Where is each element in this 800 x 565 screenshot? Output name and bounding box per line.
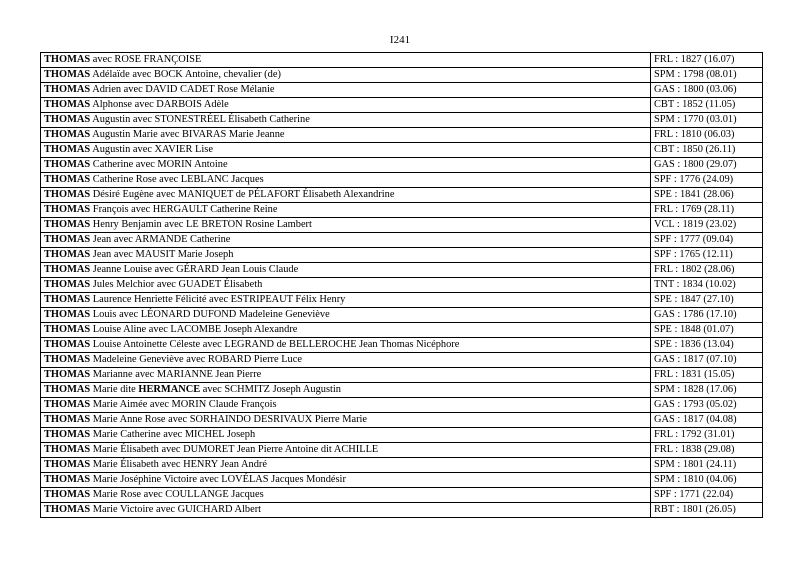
given-names: Marie Anne Rose <box>90 414 166 425</box>
surname: THOMAS <box>44 369 91 380</box>
table-row <box>41 68 763 83</box>
parish-date-cell: GAS : 1800 (29.07) <box>651 158 763 173</box>
spouse-names: avec ROBARD Pierre Luce <box>183 354 302 365</box>
couple-names-cell <box>41 308 651 323</box>
parish-date-cell: SPM : 1801 (24.11) <box>651 458 763 473</box>
given-names: Alphonse <box>90 99 133 110</box>
surname: THOMAS <box>44 54 91 65</box>
table-row <box>41 203 763 218</box>
spouse-names: avec HERGAULT Catherine Reine <box>128 204 278 215</box>
table-row <box>41 338 763 353</box>
table-row <box>41 443 763 458</box>
spouse-names: avec DUMORET Jean Pierre Antoine dit ACHILLE <box>158 444 379 455</box>
surname: THOMAS <box>44 474 91 485</box>
given-names: Louise Aline <box>90 324 147 335</box>
parish-date-cell: SPM : 1798 (08.01) <box>651 68 763 83</box>
given-names: Marie dite <box>90 384 139 395</box>
given-names: Augustin <box>90 144 131 155</box>
spouse-names: avec HENRY Jean André <box>158 459 267 470</box>
table-row <box>41 428 763 443</box>
parish-date-cell: GAS : 1817 (04.08) <box>651 413 763 428</box>
table-row <box>41 308 763 323</box>
surname: THOMAS <box>44 84 91 95</box>
surname: THOMAS <box>44 444 91 455</box>
given-names: Marie Élisabeth <box>90 444 159 455</box>
table-row <box>41 293 763 308</box>
table-row <box>41 383 763 398</box>
given-names: Marie Victoire <box>90 504 154 515</box>
couple-names-cell <box>41 413 651 428</box>
given-names: François <box>90 204 129 215</box>
surname: THOMAS <box>44 174 91 185</box>
couple-names-cell <box>41 188 651 203</box>
spouse-names: avec GUADET Élisabeth <box>154 279 263 290</box>
parish-date-cell: FRL : 1769 (28.11) <box>651 203 763 218</box>
given-names: Marie Élisabeth <box>90 459 159 470</box>
spouse-names: avec GÉRARD Jean Louis Claude <box>151 264 299 275</box>
given-names: Marie Catherine <box>90 429 161 440</box>
table-row <box>41 263 763 278</box>
surname: THOMAS <box>44 264 91 275</box>
register-body <box>41 53 763 518</box>
surname: THOMAS <box>44 129 91 140</box>
couple-names-cell <box>41 353 651 368</box>
couple-names-cell <box>41 278 651 293</box>
given-names: Jeanne Louise <box>90 264 152 275</box>
couple-names-cell <box>41 98 651 113</box>
spouse-names: avec ARMANDE Catherine <box>111 234 231 245</box>
surname: THOMAS <box>44 309 91 320</box>
table-row <box>41 83 763 98</box>
couple-names-cell <box>41 323 651 338</box>
surname: THOMAS <box>44 339 91 350</box>
nickname: HERMANCE <box>138 384 201 395</box>
spouse-names: avec MORIN Antoine <box>133 159 228 170</box>
table-row <box>41 413 763 428</box>
table-row <box>41 473 763 488</box>
couple-names-cell <box>41 503 651 518</box>
table-row <box>41 113 763 128</box>
couple-names-cell <box>41 488 651 503</box>
table-row <box>41 503 763 518</box>
parish-date-cell: SPM : 1770 (03.01) <box>651 113 763 128</box>
couple-names-cell <box>41 458 651 473</box>
spouse-names: avec LÉONARD DUFOND Madeleine Geneviève <box>116 309 330 320</box>
surname: THOMAS <box>44 189 91 200</box>
surname: THOMAS <box>44 144 91 155</box>
spouse-names: avec LEGRAND de BELLEROCHE Jean Thomas Nicéphore <box>200 339 460 350</box>
couple-names-cell <box>41 173 651 188</box>
table-row <box>41 233 763 248</box>
table-row <box>41 98 763 113</box>
parish-date-cell: SPE : 1848 (01.07) <box>651 323 763 338</box>
given-names: Catherine <box>90 159 134 170</box>
table-row <box>41 218 763 233</box>
given-names: Adélaïde <box>90 69 130 80</box>
parish-date-cell: FRL : 1827 (16.07) <box>651 53 763 68</box>
table-row <box>41 188 763 203</box>
surname: THOMAS <box>44 459 91 470</box>
surname: THOMAS <box>44 159 91 170</box>
surname: THOMAS <box>44 99 91 110</box>
couple-names-cell <box>41 233 651 248</box>
surname: THOMAS <box>44 504 91 515</box>
couple-names-cell <box>41 338 651 353</box>
surname: THOMAS <box>44 204 91 215</box>
spouse-names: avec MORIN Claude François <box>147 399 277 410</box>
spouse-names: avec DARBOIS Adèle <box>132 99 229 110</box>
couple-names-cell <box>41 128 651 143</box>
spouse-names: avec BOCK Antoine, chevalier (de) <box>129 69 281 80</box>
spouse-names: avec DAVID CADET Rose Mélanie <box>121 84 275 95</box>
table-row <box>41 158 763 173</box>
surname: THOMAS <box>44 429 91 440</box>
table-row <box>41 488 763 503</box>
parish-date-cell: SPM : 1828 (17.06) <box>651 383 763 398</box>
parish-date-cell: SPE : 1836 (13.04) <box>651 338 763 353</box>
couple-names-cell <box>41 293 651 308</box>
table-row <box>41 53 763 68</box>
spouse-names: avec SORHAINDO DESRIVAUX Pierre Marie <box>165 414 368 425</box>
parish-date-cell: SPM : 1810 (04.06) <box>651 473 763 488</box>
spouse-names: avec MAUSIT Marie Joseph <box>111 249 234 260</box>
given-names: Marianne <box>90 369 133 380</box>
parish-date-cell: TNT : 1834 (10.02) <box>651 278 763 293</box>
table-row <box>41 368 763 383</box>
surname: THOMAS <box>44 114 91 125</box>
surname: THOMAS <box>44 249 91 260</box>
table-row <box>41 173 763 188</box>
given-names: Laurence Henriette Félicité <box>90 294 207 305</box>
parish-date-cell: SPF : 1771 (22.04) <box>651 488 763 503</box>
parish-date-cell: CBT : 1852 (11.05) <box>651 98 763 113</box>
marriage-register-table <box>40 52 763 518</box>
spouse-names: avec GUICHARD Albert <box>153 504 262 515</box>
parish-date-cell: FRL : 1792 (31.01) <box>651 428 763 443</box>
surname: THOMAS <box>44 384 91 395</box>
given-names: Désiré Eugène <box>90 189 154 200</box>
parish-date-cell: GAS : 1817 (07.10) <box>651 353 763 368</box>
couple-names-cell <box>41 218 651 233</box>
parish-date-cell: FRL : 1802 (28.06) <box>651 263 763 278</box>
given-names: Adrien <box>90 84 122 95</box>
given-names: Marie Aimée <box>90 399 148 410</box>
couple-names-cell <box>41 203 651 218</box>
given-names: Augustin Marie <box>90 129 158 140</box>
given-names: Marie Joséphine Victoire <box>90 474 198 485</box>
parish-date-cell: FRL : 1838 (29.08) <box>651 443 763 458</box>
spouse-names: avec LOVÉLAS Jacques Mondésir <box>197 474 346 485</box>
parish-date-cell: GAS : 1786 (17.10) <box>651 308 763 323</box>
table-row <box>41 323 763 338</box>
spouse-names: avec XAVIER Lise <box>130 144 213 155</box>
table-row <box>41 398 763 413</box>
couple-names-cell <box>41 53 651 68</box>
spouse-names: avec SCHMITZ Joseph Augustin <box>200 384 341 395</box>
couple-names-cell <box>41 263 651 278</box>
parish-date-cell: CBT : 1850 (26.11) <box>651 143 763 158</box>
couple-names-cell <box>41 398 651 413</box>
spouse-names: avec LE BRETON Rosine Lambert <box>161 219 312 230</box>
parish-date-cell: SPF : 1765 (12.11) <box>651 248 763 263</box>
table-row <box>41 353 763 368</box>
surname: THOMAS <box>44 294 91 305</box>
couple-names-cell <box>41 383 651 398</box>
spouse-names: avec COULLANGE Jacques <box>140 489 264 500</box>
surname: THOMAS <box>44 414 91 425</box>
couple-names-cell <box>41 248 651 263</box>
table-row <box>41 278 763 293</box>
given-names: Catherine Rose <box>90 174 157 185</box>
spouse-names: avec LEBLANC Jacques <box>156 174 264 185</box>
parish-date-cell: SPF : 1777 (09.04) <box>651 233 763 248</box>
surname: THOMAS <box>44 234 91 245</box>
couple-names-cell <box>41 68 651 83</box>
given-names: Jules Melchior <box>90 279 155 290</box>
couple-names-cell <box>41 83 651 98</box>
spouse-names: avec MANIQUET de PÉLAFORT Élisabeth Alexandrine <box>153 189 395 200</box>
couple-names-cell <box>41 113 651 128</box>
given-names: Jean <box>90 234 112 245</box>
parish-date-cell: FRL : 1810 (06.03) <box>651 128 763 143</box>
spouse-names: avec LACOMBE Joseph Alexandre <box>146 324 298 335</box>
parish-date-cell: GAS : 1793 (05.02) <box>651 398 763 413</box>
couple-names-cell <box>41 428 651 443</box>
parish-date-cell: RBT : 1801 (26.05) <box>651 503 763 518</box>
couple-names-cell <box>41 443 651 458</box>
surname: THOMAS <box>44 324 91 335</box>
surname: THOMAS <box>44 399 91 410</box>
spouse-names: avec MARIANNE Jean Pierre <box>132 369 262 380</box>
table-row <box>41 143 763 158</box>
spouse-names: avec ROSE FRANÇOISE <box>90 54 202 65</box>
couple-names-cell <box>41 143 651 158</box>
couple-names-cell <box>41 473 651 488</box>
parish-date-cell: VCL : 1819 (23.02) <box>651 218 763 233</box>
spouse-names: avec ESTRIPEAUT Félix Henry <box>206 294 346 305</box>
given-names: Marie Rose <box>90 489 141 500</box>
couple-names-cell <box>41 158 651 173</box>
parish-date-cell: FRL : 1831 (15.05) <box>651 368 763 383</box>
surname: THOMAS <box>44 69 91 80</box>
surname: THOMAS <box>44 279 91 290</box>
table-row <box>41 248 763 263</box>
given-names: Louise Antoinette Céleste <box>90 339 201 350</box>
spouse-names: avec STONESTRÉEL Élisabeth Catherine <box>130 114 310 125</box>
surname: THOMAS <box>44 489 91 500</box>
spouse-names: avec MICHEL Joseph <box>160 429 256 440</box>
surname: THOMAS <box>44 219 91 230</box>
given-names: Augustin <box>90 114 131 125</box>
parish-date-cell: GAS : 1800 (03.06) <box>651 83 763 98</box>
table-row <box>41 128 763 143</box>
parish-date-cell: SPE : 1841 (28.06) <box>651 188 763 203</box>
page-number: I241 <box>389 34 411 46</box>
couple-names-cell <box>41 368 651 383</box>
surname: THOMAS <box>44 354 91 365</box>
table-row <box>41 458 763 473</box>
parish-date-cell: SPF : 1776 (24.09) <box>651 173 763 188</box>
given-names: Madeleine Geneviève <box>90 354 184 365</box>
spouse-names: avec BIVARAS Marie Jeanne <box>157 129 285 140</box>
given-names: Jean <box>90 249 112 260</box>
given-names: Louis <box>90 309 117 320</box>
parish-date-cell: SPE : 1847 (27.10) <box>651 293 763 308</box>
given-names: Henry Benjamin <box>90 219 162 230</box>
